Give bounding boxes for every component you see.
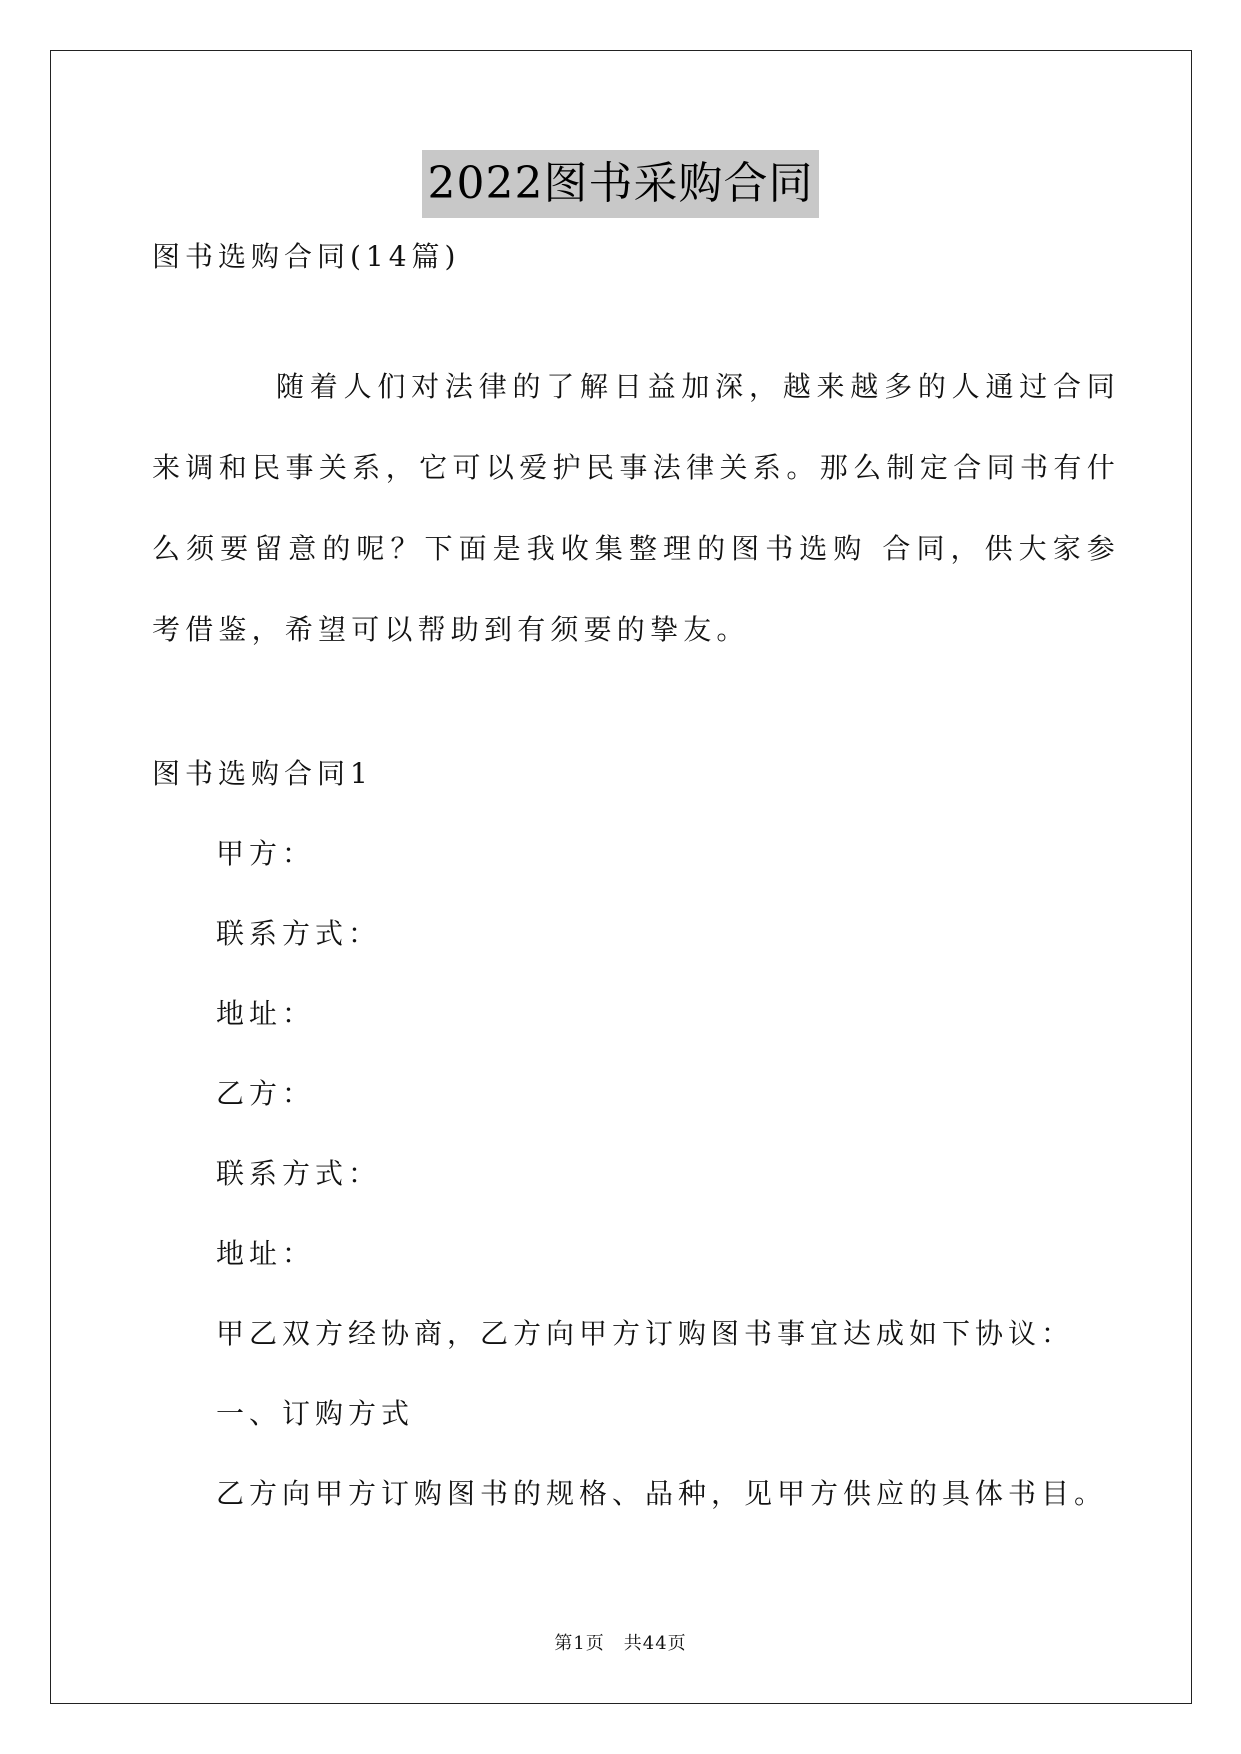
agreement-intro: 甲乙双方经协商，乙方向甲方订购图书事宜达成如下协议： bbox=[216, 1317, 1075, 1350]
section-heading: 图书选购合同1 bbox=[152, 757, 373, 790]
document-title: 2022图书采购合同 bbox=[422, 150, 820, 218]
document-subtitle: 图书选购合同(14篇) bbox=[152, 240, 461, 273]
title-container bbox=[0, 150, 1241, 218]
party-b-address-label: 地址： bbox=[216, 1237, 316, 1270]
party-b-label: 乙方： bbox=[216, 1077, 316, 1110]
clause-1-text: 乙方向甲方订购图书的规格、品种，见甲方供应的具体书目。 bbox=[216, 1477, 1108, 1510]
clause-1-heading: 一、订购方式 bbox=[216, 1397, 415, 1430]
party-b-contact-label: 联系方式： bbox=[216, 1157, 382, 1190]
party-a-label: 甲方： bbox=[216, 837, 316, 870]
party-a-address-label: 地址： bbox=[216, 997, 316, 1030]
intro-paragraph: 随着人们对法律的了解日益加深，越来越多的人通过合同来调和民事关系，它可以爱护民事法律关系。那么制定合同书有什么须要留意的呢？下面是我收集整理的图书选购 合同，供大家参考借鉴，希望可以帮助到有须要的挚友。 bbox=[152, 370, 1120, 646]
party-a-contact-label: 联系方式： bbox=[216, 917, 382, 950]
page-border bbox=[50, 50, 1192, 1704]
page-footer: 第1页 共44页 bbox=[554, 1633, 687, 1654]
